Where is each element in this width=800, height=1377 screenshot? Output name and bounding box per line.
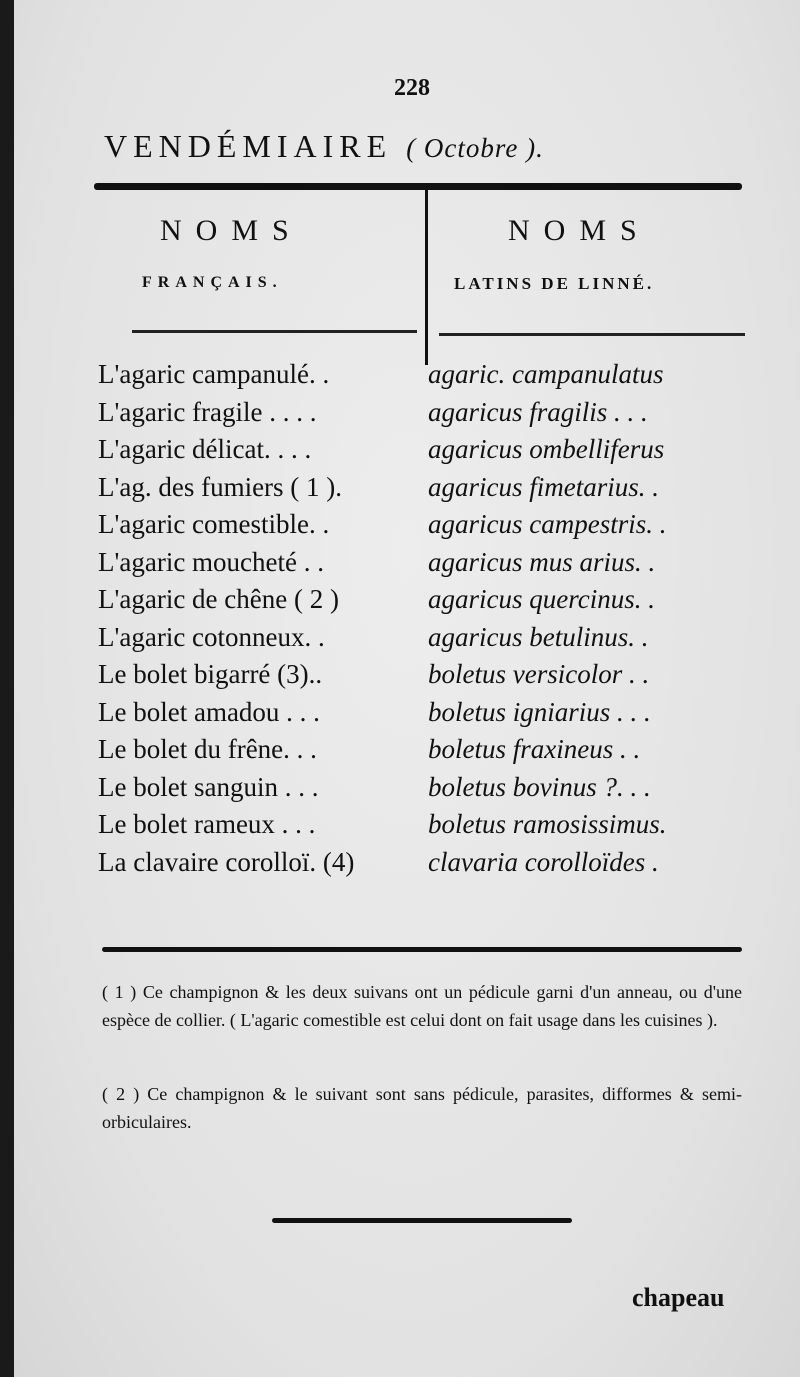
table-row — [98, 581, 748, 619]
latin-name: agaric. campanulatus — [428, 359, 664, 390]
french-name: L'agaric moucheté . . — [98, 546, 325, 577]
page-number: 228 — [394, 75, 430, 101]
table-row — [98, 806, 748, 844]
table-row — [98, 394, 748, 432]
french-name: L'agaric cotonneux. . — [98, 621, 325, 652]
latin-name: agaricus campestris. . — [428, 509, 667, 540]
catchword: chapeau — [632, 1283, 725, 1312]
french-name: Le bolet sanguin . . . — [98, 771, 319, 802]
french-name: Le bolet rameux . . . — [98, 809, 316, 840]
species-table — [98, 356, 748, 881]
right-column-heading: NOMS — [508, 214, 651, 247]
column-head-rule-left — [132, 330, 417, 333]
latin-name: boletus igniarius . . . — [428, 696, 651, 727]
latin-name: boletus bovinus ?. . . — [428, 771, 651, 802]
latin-name: boletus fraxineus . . — [428, 734, 641, 765]
closing-rule — [272, 1218, 572, 1223]
table-row — [98, 431, 748, 469]
french-name: L'agaric fragile . . . . — [98, 396, 317, 427]
header-rule — [94, 183, 742, 190]
french-name: Le bolet du frêne. . . — [98, 734, 317, 765]
table-row — [98, 694, 748, 732]
footnote-rule — [102, 947, 742, 952]
latin-name: agaricus quercinus. . — [428, 584, 655, 615]
french-name: Le bolet bigarré (3).. — [98, 659, 323, 690]
latin-name: agaricus ombelliferus — [428, 434, 665, 465]
latin-name: agaricus mus arius. . — [428, 546, 656, 577]
table-row — [98, 844, 748, 882]
page-title — [104, 128, 544, 165]
footnote-2: ( 2 ) Ce champignon & le suivant sont sans pédicule, parasites, difformes & semi-orbiculaires. — [102, 1084, 742, 1132]
latin-name: agaricus fragilis . . . — [428, 396, 648, 427]
left-column-heading: NOMS — [160, 214, 303, 247]
french-name: L'agaric campanulé. . — [98, 359, 330, 390]
french-name: L'agaric comestible. . — [98, 509, 330, 540]
table-row — [98, 544, 748, 582]
left-column-subheading: FRANÇAIS. — [142, 274, 283, 291]
table-row — [98, 619, 748, 657]
french-name: La clavaire corolloï. (4) — [98, 846, 355, 877]
title-month: VENDÉMIAIRE — [104, 128, 393, 164]
table-row — [98, 769, 748, 807]
table-row — [98, 506, 748, 544]
french-name: L'agaric de chêne ( 2 ) — [98, 584, 339, 615]
table-row — [98, 469, 748, 507]
latin-name: agaricus betulinus. . — [428, 621, 649, 652]
latin-name: boletus ramosissimus. — [428, 809, 667, 840]
footnote-1: ( 1 ) Ce champignon & les deux suivans ont un pédicule garni d'un anneau, ou d'une espèce de collier. ( L'agaric comestible est celui dont on fait usage dans les cuisines ). — [102, 982, 742, 1030]
table-row — [98, 656, 748, 694]
table-row — [98, 731, 748, 769]
latin-name: agaricus fimetarius. . — [428, 471, 660, 502]
column-head-rule-right — [439, 333, 745, 336]
title-subtitle: ( Octobre ). — [406, 133, 544, 163]
french-name: L'ag. des fumiers ( 1 ). — [98, 471, 343, 502]
latin-name: boletus versicolor . . — [428, 659, 650, 690]
column-divider — [425, 190, 428, 365]
right-column-subheading: LATINS DE LINNÉ. — [454, 274, 655, 293]
french-name: L'agaric délicat. . . . — [98, 434, 312, 465]
latin-name: clavaria corolloïdes . — [428, 846, 659, 877]
table-row — [98, 356, 748, 394]
book-page — [14, 0, 800, 1377]
french-name: Le bolet amadou . . . — [98, 696, 320, 727]
